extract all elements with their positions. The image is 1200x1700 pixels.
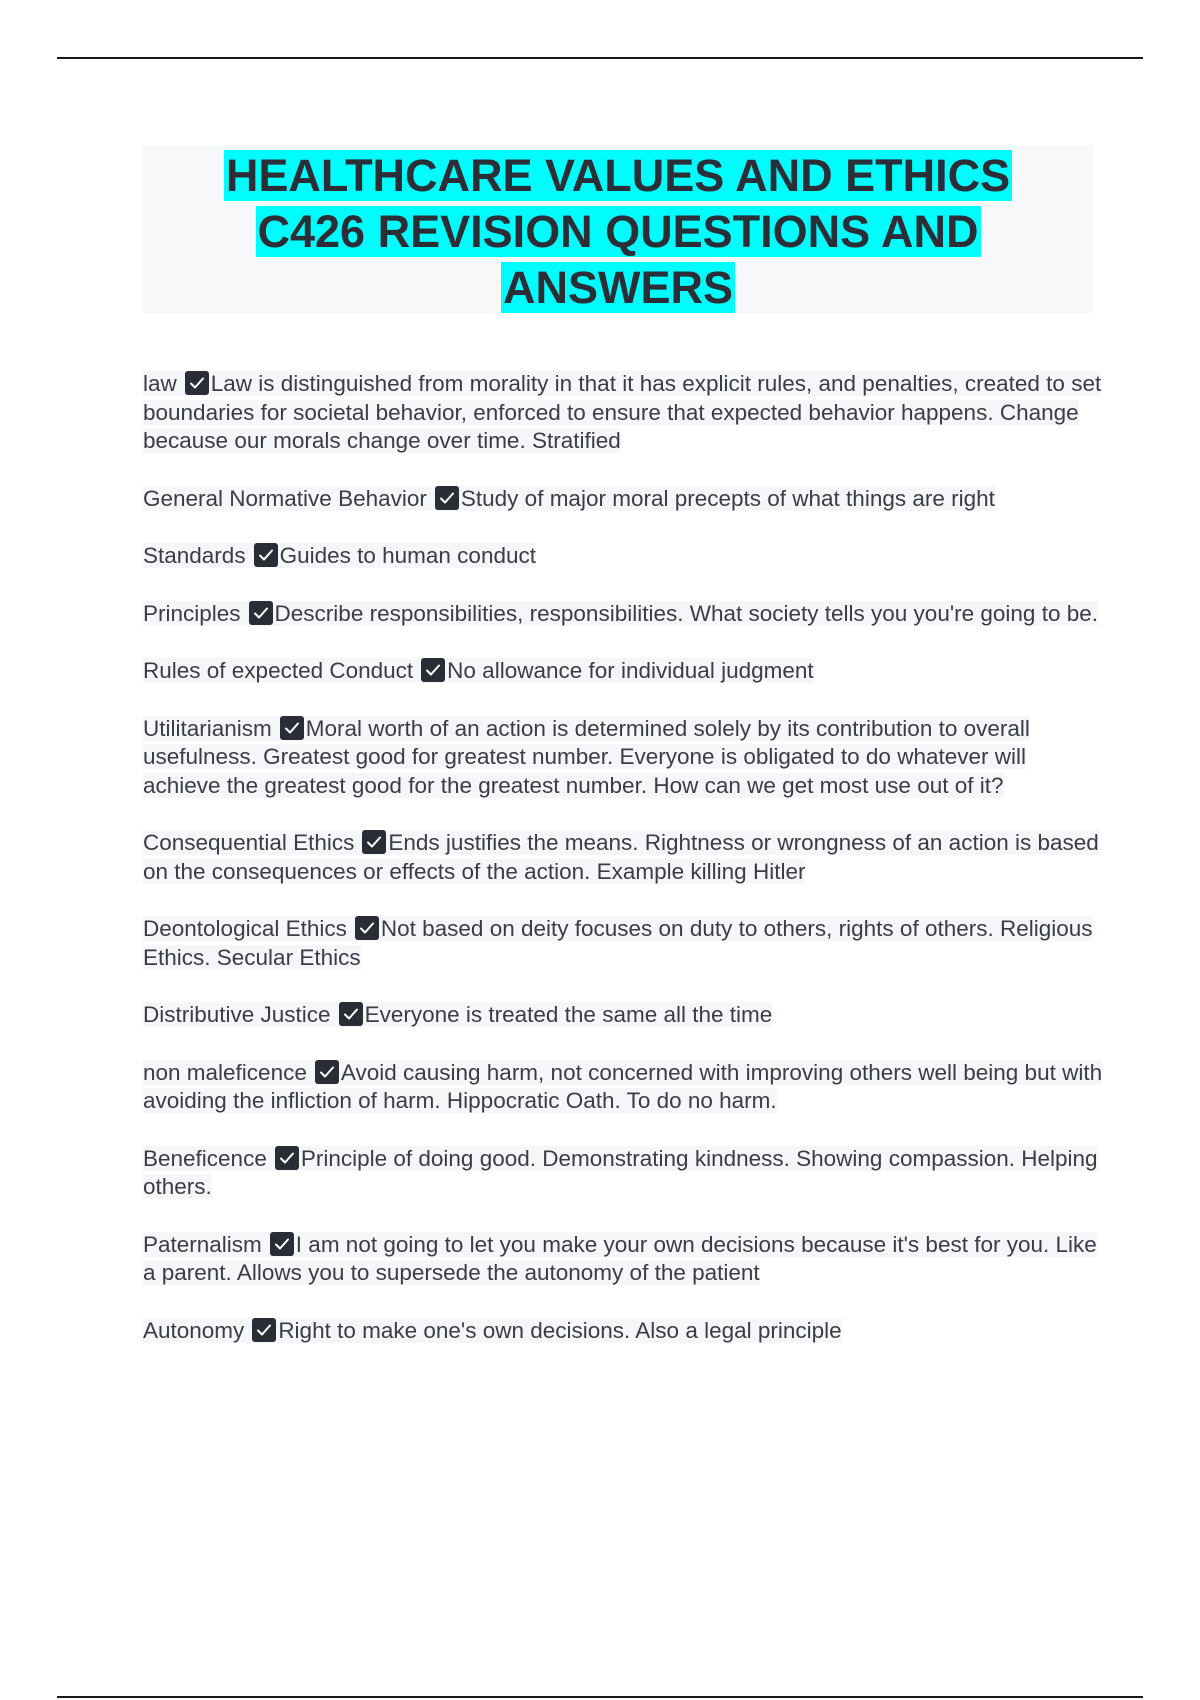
qa-entry-text	[143, 1146, 1098, 1200]
qa-entry	[143, 1317, 1103, 1346]
checkmark-box-icon	[362, 830, 386, 854]
checkmark-box-icon	[275, 1146, 299, 1170]
entry-term: Distributive Justice	[143, 1002, 331, 1027]
qa-entry	[143, 1145, 1103, 1202]
entry-term: Autonomy	[143, 1317, 245, 1343]
entry-definition: Moral worth of an action is determined solely by its contribution to overall usefulness. Greatest good for greatest number. Everyone is obligated to do whatever will achieve the greatest good for the greatest number. How can we get most use out of it?	[143, 715, 1030, 798]
entry-definition: Describe responsibilities, responsibilities. What society tells you you're going to be.	[274, 600, 1098, 626]
entry-definition: Guides to human conduct	[279, 543, 536, 568]
entry-definition: Ends justifies the means. Rightness or wrongness of an action is based on the consequences or effects of the action. Example killing Hitler	[143, 830, 1099, 884]
entry-term: Standards	[143, 543, 246, 568]
checkmark-box-icon	[339, 1002, 363, 1026]
entry-term: General Normative Behavior	[143, 485, 427, 511]
entry-definition: Avoid causing harm, not concerned with improving others well being but with avoiding the infliction of harm. Hippocratic Oath. To do no harm.	[143, 1059, 1103, 1113]
bottom-rule	[57, 1696, 1143, 1698]
qa-entry	[143, 370, 1103, 456]
entry-term: Consequential Ethics	[143, 830, 355, 855]
qa-entry-text	[143, 1060, 1102, 1114]
checkmark-box-icon	[355, 916, 379, 940]
entry-definition: Not based on deity focuses on duty to others, rights of others. Religious Ethics. Secular Ethics	[143, 916, 1093, 970]
qa-entry-text	[143, 1002, 772, 1027]
qa-entry	[143, 1231, 1103, 1288]
checkmark-box-icon	[249, 601, 273, 625]
checkmark-box-icon	[270, 1232, 294, 1256]
qa-entry-text	[143, 830, 1099, 884]
title-line-1: HEALTHCARE VALUES AND ETHICS	[225, 150, 1011, 201]
qa-entry-text	[143, 601, 1098, 626]
checkmark-box-icon	[280, 716, 304, 740]
entry-definition: Principle of doing good. Demonstrating kindness. Showing compassion. Helping others.	[143, 1145, 1098, 1199]
title-box	[143, 145, 1093, 313]
qa-entry-text	[143, 486, 995, 511]
checkmark-box-icon	[421, 658, 445, 682]
qa-entry	[143, 1059, 1103, 1116]
qa-entry-text	[143, 1232, 1097, 1286]
qa-entry-text	[143, 716, 1030, 798]
entry-term: Principles	[143, 600, 241, 626]
qa-entry	[143, 829, 1103, 886]
checkmark-box-icon	[252, 1318, 276, 1342]
title-line-2: C426 REVISION QUESTIONS AND	[257, 206, 979, 257]
page-title	[143, 148, 1093, 316]
qa-entry	[143, 1001, 1103, 1030]
qa-entry	[143, 715, 1103, 801]
qa-entry-text	[143, 543, 536, 568]
qa-entry-text	[143, 1318, 842, 1343]
qa-entry-text	[143, 658, 814, 683]
entry-term: law	[143, 371, 177, 396]
entry-term: Utilitarianism	[143, 715, 272, 741]
entry-definition: Right to make one's own decisions. Also a legal principle	[278, 1317, 842, 1343]
qa-entry-text	[143, 371, 1101, 453]
entry-term: Paternalism	[143, 1231, 262, 1257]
qa-entry	[143, 485, 1103, 514]
checkmark-box-icon	[435, 486, 459, 510]
qa-entry	[143, 600, 1103, 629]
entry-term: Rules of expected Conduct	[143, 658, 414, 683]
qa-entry	[143, 542, 1103, 571]
entry-definition: Law is distinguished from morality in that it has explicit rules, and penalties, created to set boundaries for societal behavior, enforced to ensure that expected behavior happens. Change because our morals change over time. Stratified	[143, 371, 1102, 453]
qa-list	[143, 370, 1103, 1345]
title-line-3: ANSWERS	[502, 262, 733, 313]
entry-term: Beneficence	[143, 1145, 267, 1171]
entry-term: Deontological Ethics	[143, 916, 347, 941]
checkmark-box-icon	[185, 371, 209, 395]
entry-definition: Everyone is treated the same all the time	[364, 1002, 773, 1027]
qa-entry-text	[143, 916, 1093, 970]
entry-term: non maleficence	[143, 1059, 307, 1085]
top-rule	[57, 57, 1143, 59]
checkmark-box-icon	[254, 543, 278, 567]
entry-definition: No allowance for individual judgment	[447, 658, 814, 683]
entry-definition: I am not going to let you make your own decisions because it's best for you. Like a parent. Allows you to supersede the autonomy of the patient	[143, 1231, 1097, 1285]
entry-definition: Study of major moral precepts of what things are right	[460, 485, 995, 511]
qa-entry	[143, 915, 1103, 972]
checkmark-box-icon	[315, 1060, 339, 1084]
qa-entry	[143, 657, 1103, 686]
